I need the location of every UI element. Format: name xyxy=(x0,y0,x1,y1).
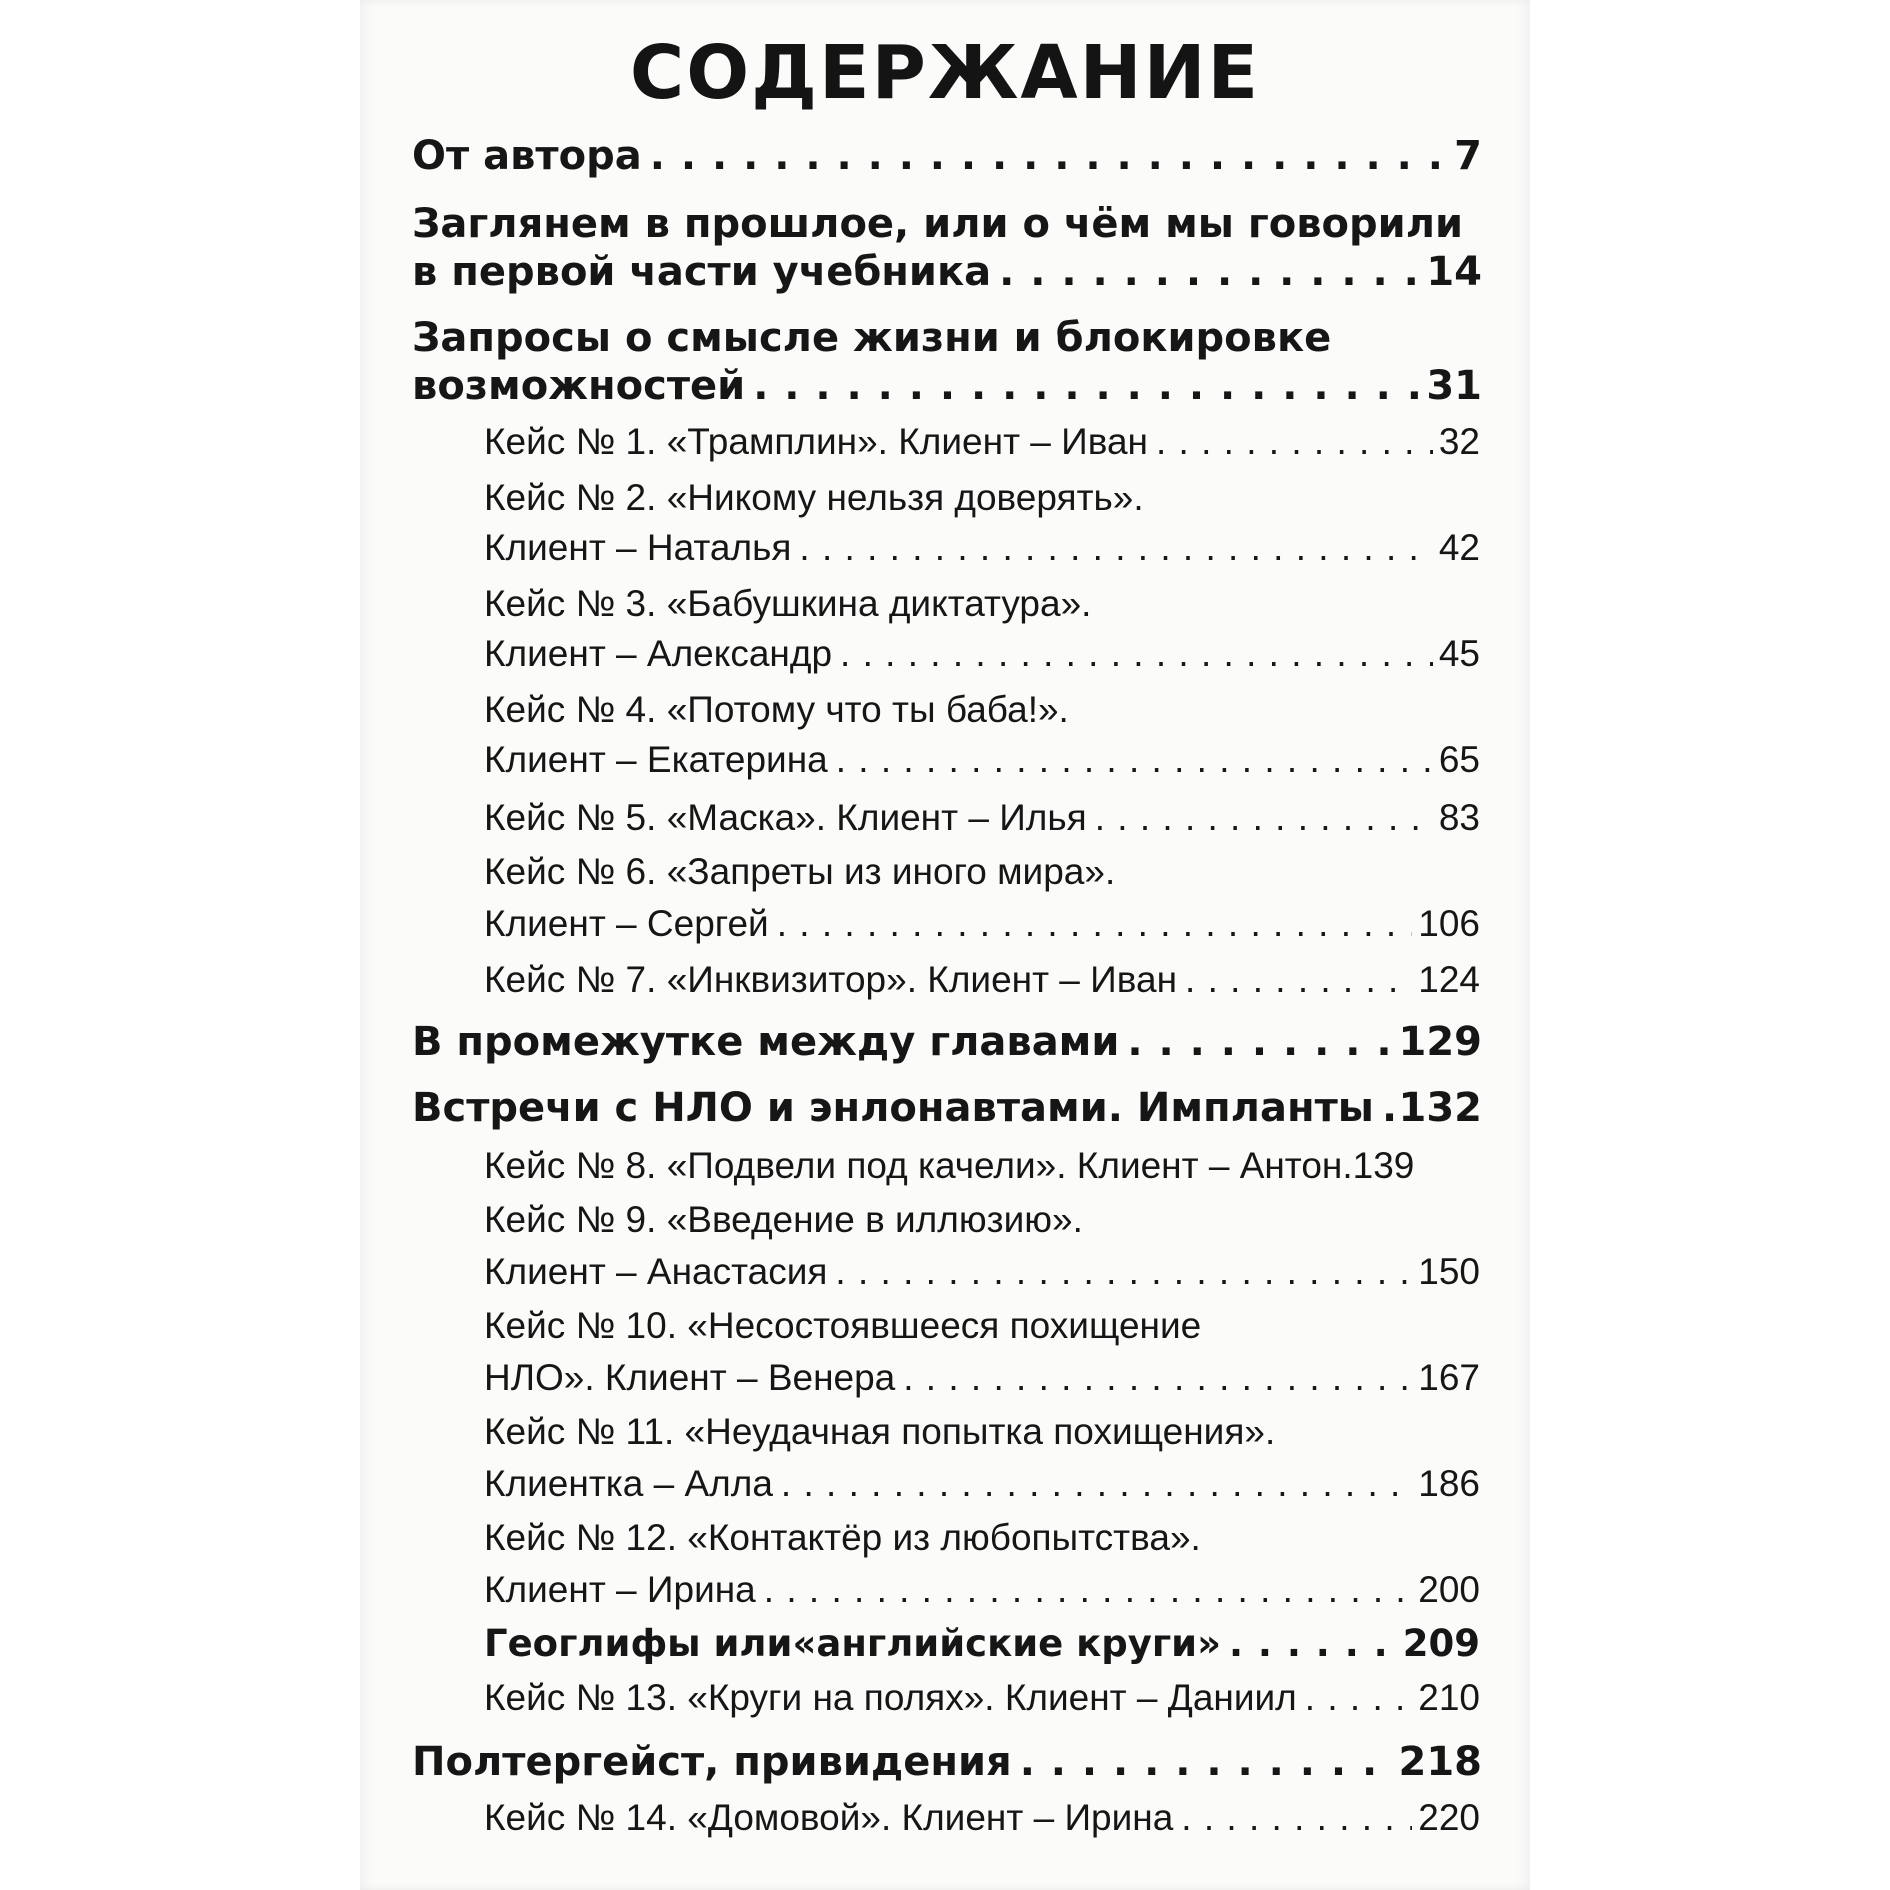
toc-entry-case xyxy=(484,682,1480,738)
dot-leader xyxy=(777,896,1413,952)
toc-entry-title: От автора xyxy=(412,133,642,179)
toc-entry-title: Полтергейст, привидения xyxy=(412,1739,1012,1785)
dot-leader xyxy=(999,244,1420,300)
toc-entry-case xyxy=(484,470,1480,526)
toc-entry-title: Кейс № 10. «Несостоявшееся похищение xyxy=(484,1305,1202,1346)
toc-entry-title: Кейс № 9. «Введение в иллюзию». xyxy=(484,1199,1083,1240)
toc-entry-page: 132 xyxy=(1398,1085,1482,1131)
toc-entry-page: 32 xyxy=(1438,421,1480,462)
toc-entry-title: Кейс № 11. «Неудачная попытка похищения». xyxy=(484,1411,1276,1452)
book-page xyxy=(360,0,1530,1890)
dot-leader xyxy=(799,520,1432,576)
toc-entry-case xyxy=(484,1350,1480,1406)
toc-entry-title: Кейс № 1. «Трамплин». Клиент – Иван xyxy=(484,421,1148,462)
toc-entry-case xyxy=(484,1510,1480,1566)
toc-entry-case xyxy=(484,844,1480,900)
dot-leader xyxy=(840,626,1433,682)
toc-entry-case xyxy=(484,1404,1480,1460)
toc-entry-page: 186 xyxy=(1418,1463,1480,1504)
toc-entry-chapter xyxy=(412,1734,1482,1790)
toc-entry-chapter xyxy=(412,1080,1482,1136)
dot-leader xyxy=(1156,414,1433,470)
dot-leader xyxy=(1020,1734,1393,1790)
dot-leader xyxy=(764,1562,1413,1618)
page-title: СОДЕРЖАНИЕ xyxy=(629,30,1261,116)
toc-entry-title: Кейс № 5. «Маска». Клиент – Илья xyxy=(484,797,1087,838)
toc-entry-case xyxy=(484,790,1480,846)
toc-entry-page: 139 xyxy=(1352,1145,1415,1186)
toc-entry-page: 129 xyxy=(1398,1019,1482,1065)
dot-leader xyxy=(903,1350,1412,1406)
toc-entry-case xyxy=(484,1298,1480,1354)
toc-entry-title: Кейс № 13. «Круги на полях». Клиент – Даниил xyxy=(484,1677,1297,1718)
dot-leader xyxy=(1229,1616,1397,1672)
dot-leader xyxy=(1382,1080,1393,1136)
table-of-contents xyxy=(360,0,1530,1890)
toc-entry-page: 218 xyxy=(1398,1739,1482,1785)
toc-entry-title: Кейс № 3. «Бабушкина диктатура». xyxy=(484,583,1092,624)
toc-entry-title: Клиент – Анастасия xyxy=(484,1251,828,1292)
toc-entry-case xyxy=(484,1562,1480,1618)
dot-leader xyxy=(650,128,1448,184)
toc-entry-page: 167 xyxy=(1418,1357,1480,1398)
toc-entry-page: 65 xyxy=(1438,739,1480,780)
toc-entry-page: 124 xyxy=(1418,959,1480,1000)
toc-entry-chapter xyxy=(412,128,1482,184)
dot-leader xyxy=(836,732,1433,788)
toc-entry-title: Клиент – Екатерина xyxy=(484,739,828,780)
toc-entry-title: Клиент – Ирина xyxy=(484,1569,756,1610)
toc-entry-case xyxy=(484,1790,1480,1846)
toc-entry-title: Кейс № 6. «Запреты из иного мира». xyxy=(484,851,1116,892)
toc-entry-title: Клиент – Александр xyxy=(484,633,833,674)
toc-entry-title: Кейс № 8. «Подвели под качели». Клиент – Антон. xyxy=(484,1145,1353,1186)
toc-entry-title: Кейс № 14. «Домовой». Клиент – Ирина xyxy=(484,1797,1174,1838)
toc-entry-title: Кейс № 4. «Потому что ты баба!». xyxy=(484,689,1069,730)
toc-entry-page: 210 xyxy=(1418,1677,1480,1718)
toc-entry-page: 106 xyxy=(1418,903,1480,944)
toc-entry-case xyxy=(484,1138,1480,1194)
dot-leader xyxy=(1095,790,1433,846)
toc-entry-title: НЛО». Клиент – Венера xyxy=(484,1357,896,1398)
toc-entry-title: возможностей xyxy=(412,363,746,409)
dot-leader xyxy=(835,1244,1412,1300)
toc-entry-title: Кейс № 12. «Контактёр из любопытства». xyxy=(484,1517,1201,1558)
toc-entry-title: Кейс № 2. «Никому нельзя доверять». xyxy=(484,477,1144,518)
toc-entry-case xyxy=(484,1192,1480,1248)
toc-entry-page: 209 xyxy=(1402,1622,1480,1665)
toc-entry-case xyxy=(484,732,1480,788)
dot-leader xyxy=(781,1456,1412,1512)
toc-entry-case xyxy=(484,414,1480,470)
toc-entry-subchapter xyxy=(484,1616,1480,1672)
toc-entry-page: 31 xyxy=(1426,363,1482,409)
toc-entry-title: Клиент – Сергей xyxy=(484,903,769,944)
dot-leader xyxy=(1181,1790,1412,1846)
toc-entry-case xyxy=(484,1456,1480,1512)
toc-entry-case xyxy=(484,1244,1480,1300)
toc-entry-case xyxy=(484,520,1480,576)
toc-entry-title: Встречи с НЛО и энлонавтами. Импланты xyxy=(412,1085,1374,1131)
dot-leader xyxy=(1305,1670,1413,1726)
toc-entry-case xyxy=(484,576,1480,632)
toc-entry-case xyxy=(484,626,1480,682)
toc-entry-page: 14 xyxy=(1426,249,1482,295)
toc-entry-title: В промежутке между главами xyxy=(412,1019,1120,1065)
toc-entry-page: 150 xyxy=(1418,1251,1480,1292)
toc-entry-case xyxy=(484,896,1480,952)
dot-leader xyxy=(753,358,1420,414)
toc-entry-chapter xyxy=(412,358,1482,414)
toc-entry-page: 200 xyxy=(1418,1569,1480,1610)
toc-entry-chapter xyxy=(412,1014,1482,1070)
toc-entry-title: Геоглифы или«английские круги» xyxy=(484,1622,1221,1665)
toc-entry-title: в первой части учебника xyxy=(412,249,992,295)
toc-entry-page: 220 xyxy=(1418,1797,1480,1838)
toc-entry-title: Заглянем в прошлое, или о чём мы говорили xyxy=(412,201,1464,247)
toc-entry-title: Клиентка – Алла xyxy=(484,1463,773,1504)
dot-leader xyxy=(1127,1014,1392,1070)
toc-entry-title: Кейс № 7. «Инквизитор». Клиент – Иван xyxy=(484,959,1178,1000)
toc-entry-title: Запросы о смысле жизни и блокировке xyxy=(412,315,1332,361)
toc-entry-page: 83 xyxy=(1438,797,1480,838)
toc-entry-case xyxy=(484,952,1480,1008)
toc-entry-case xyxy=(484,1670,1480,1726)
toc-entry-chapter xyxy=(412,244,1482,300)
toc-entry-page: 45 xyxy=(1438,633,1480,674)
toc-entry-page: 42 xyxy=(1438,527,1480,568)
dot-leader xyxy=(1185,952,1412,1008)
toc-entry-page: 7 xyxy=(1454,133,1482,179)
toc-entry-title: Клиент – Наталья xyxy=(484,527,792,568)
